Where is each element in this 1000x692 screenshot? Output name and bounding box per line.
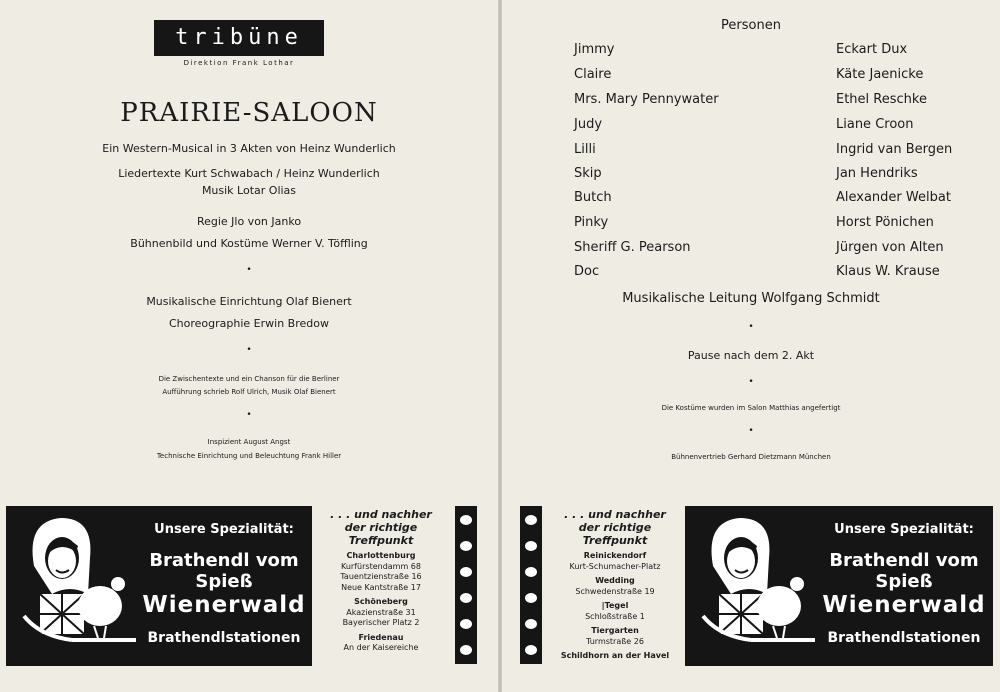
wienerwald-ad — [6, 506, 312, 666]
separator-dot: • — [246, 265, 252, 275]
cast-actor: Ingrid van Bergen — [836, 142, 953, 157]
address-line: Kurt-Schumacher-Platz — [569, 561, 661, 571]
district-name: Charlottenburg — [346, 551, 416, 560]
cast-role: Mrs. Mary Pennywater — [574, 92, 719, 107]
cast-actor: Jan Hendriks — [836, 166, 918, 181]
district-name: Tiergarten — [591, 626, 639, 635]
ad-tagline: der richtige Treffpunkt — [344, 521, 418, 547]
cast-actor: Horst Pönichen — [836, 215, 934, 230]
ad-stations: Brathendlstationen — [147, 630, 301, 646]
ad-brand: Wienerwald — [142, 592, 306, 618]
pause-note: Pause nach dem 2. Akt — [687, 349, 815, 362]
music-credit: Musik Lotar Olias — [201, 184, 297, 197]
cast-actor: Ethel Reschke — [836, 92, 927, 107]
musical-arrangement-credit: Musikalische Einrichtung Olaf Bienert — [146, 295, 352, 308]
cast-row — [574, 166, 974, 186]
cast-actor: Käte Jaenicke — [836, 67, 924, 82]
chicken-icon — [520, 506, 542, 664]
district-name: Wedding — [595, 576, 635, 585]
cast-role: Claire — [574, 67, 612, 82]
cast-row — [574, 215, 974, 235]
waitress-chicken-illustration — [685, 506, 815, 666]
cast-actor: Jürgen von Alten — [836, 240, 944, 255]
separator-dot: • — [748, 377, 754, 387]
cast-row — [574, 67, 974, 87]
cast-role: Butch — [574, 190, 612, 205]
ad-tagline: . . . und nachher — [330, 508, 432, 521]
address-block-right — [548, 508, 682, 662]
cast-row — [574, 264, 974, 284]
cast-role: Doc — [574, 264, 600, 279]
address-line: Neue Kantstraße 17 — [341, 582, 421, 592]
address-line: Schloßstraße 1 — [585, 611, 645, 621]
ad-dish: Brathendl vom Spieß — [149, 550, 299, 592]
address-line: Tauentzienstraße 16 — [340, 572, 422, 581]
director-credit: Regie Jlo von Janko — [196, 215, 302, 228]
wienerwald-ad — [685, 506, 993, 666]
separator-dot: • — [246, 410, 252, 420]
address-block-left — [316, 508, 446, 654]
separator-dot: • — [246, 345, 252, 355]
cast-row — [574, 240, 974, 260]
address-line: Akazienstraße 31 — [346, 607, 416, 617]
cast-role: Sheriff G. Pearson — [574, 240, 691, 255]
lyrics-credit: Liedertexte Kurt Schwabach / Heinz Wunderlich — [118, 167, 380, 180]
district-name: |Tegel — [601, 601, 629, 610]
stage-design-credit: Bühnenbild und Kostüme Werner V. Töffling — [130, 237, 368, 250]
choreography-credit: Choreographie Erwin Bredow — [169, 317, 329, 330]
right-page — [502, 0, 1000, 692]
address-line: Bayerischer Platz 2 — [342, 618, 420, 627]
separator-dot: • — [748, 322, 754, 332]
chicken-icon — [455, 506, 477, 664]
address-line: An der Kaisereiche — [343, 643, 419, 652]
cast-row — [574, 142, 974, 162]
cast-row — [574, 117, 974, 137]
cast-actor: Eckart Dux — [836, 42, 908, 57]
ad-dish: Brathendl vom Spieß — [829, 550, 979, 592]
tribune-logo: tribüne — [154, 20, 324, 56]
inspizient-credit: Inspizient August Angst — [207, 438, 291, 446]
cast-role: Lilli — [574, 142, 596, 157]
cast-actor: Liane Croon — [836, 117, 914, 132]
play-subtitle: Ein Western-Musical in 3 Akten von Heinz Wunderlich — [102, 142, 396, 155]
logo-subtitle: Direktion Frank Lothar — [183, 59, 295, 67]
ad-specialty: Unsere Spezialität: — [834, 522, 974, 537]
address-line: Turmstraße 26 — [586, 636, 644, 646]
play-title: PRAIRIE-SALOON — [120, 98, 378, 128]
cast-heading: Personen — [721, 18, 781, 33]
district-name: Reinickendorf — [583, 551, 647, 560]
waitress-chicken-illustration — [6, 506, 136, 666]
ad-specialty: Unsere Spezialität: — [154, 522, 294, 537]
address-line: Kurfürstendamm 68 — [341, 561, 421, 571]
note-line: Die Zwischentexte und ein Chanson für die Berliner — [158, 375, 340, 383]
district-name: Schildhorn an der Havel — [560, 651, 670, 660]
costumes-note: Die Kostüme wurden im Salon Matthias angefertigt — [661, 404, 841, 412]
cast-role: Judy — [574, 117, 603, 132]
cast-role: Pinky — [574, 215, 609, 230]
cast-role: Jimmy — [574, 42, 615, 57]
district-name: Schöneberg — [354, 597, 408, 606]
left-page — [0, 0, 498, 692]
address-line: Schwedenstraße 19 — [575, 586, 655, 596]
musical-direction-credit: Musikalische Leitung Wolfgang Schmidt — [622, 291, 880, 306]
note-line: Aufführung schrieb Rolf Ulrich, Musik Olaf Bienert — [162, 388, 336, 396]
ad-tagline: der richtige Treffpunkt — [578, 521, 652, 547]
district-name: Friedenau — [358, 632, 404, 642]
ad-brand: Wienerwald — [822, 592, 986, 618]
cast-actor: Klaus W. Krause — [836, 264, 940, 279]
cast-row — [574, 92, 974, 112]
separator-dot: • — [748, 426, 754, 436]
technical-credit: Technische Einrichtung und Beleuchtung Frank Hiller — [156, 452, 342, 460]
ad-tagline: . . . und nachher — [564, 508, 666, 521]
ad-stations: Brathendlstationen — [827, 630, 981, 646]
cast-row — [574, 42, 974, 62]
distribution-note: Bühnenvertrieb Gerhard Dietzmann München — [671, 453, 831, 461]
chicken-icon-strip — [520, 506, 542, 664]
cast-role: Skip — [574, 166, 602, 181]
chicken-icon-strip — [455, 506, 477, 664]
cast-actor: Alexander Welbat — [836, 190, 951, 205]
cast-row — [574, 190, 974, 210]
